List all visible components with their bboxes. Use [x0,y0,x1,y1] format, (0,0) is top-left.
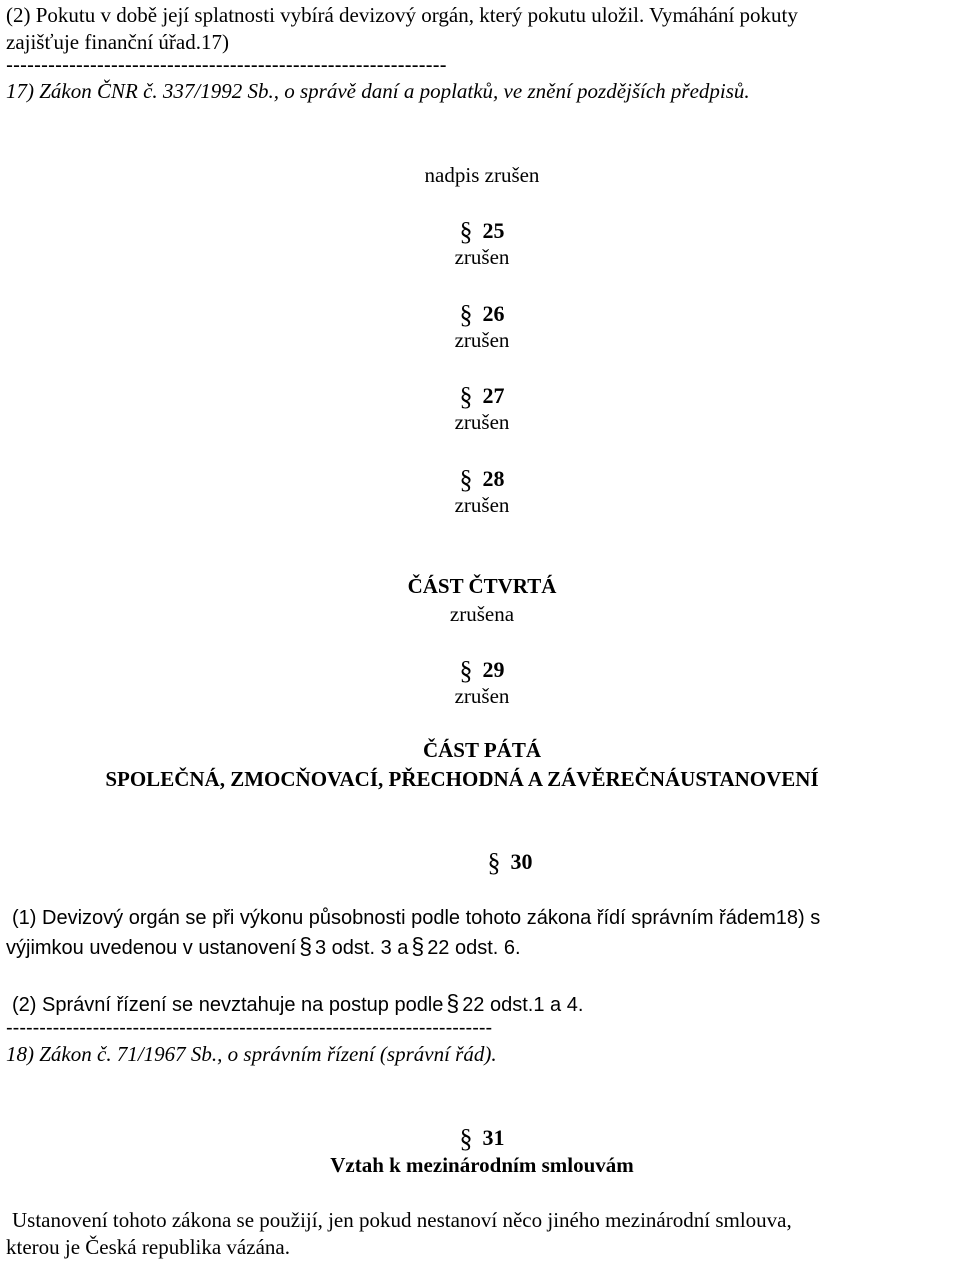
footnote-18-title: 18) Zákon č. 71/1967 Sb. [6,1042,218,1066]
section-25-status: zrušen [454,245,510,269]
section-31-heading [0,1123,960,1151]
section-symbol-icon: § [459,1124,473,1153]
footnote-17 [6,78,956,105]
section-28-heading [0,464,960,492]
footnote-17-title: 17) Zákon ČNR č. 337/1992 Sb. [6,79,274,103]
section-25-number: 25 [482,218,505,243]
section-27-number: 27 [482,383,505,408]
section-30-p1-text: výjimkou uvedenou v ustanovení [6,937,297,959]
section-25-heading [0,216,960,244]
section-30-p2-ref: 22 odst.1 a 4. [462,994,584,1016]
part-four-title: ČÁST ČTVRTÁ [407,574,557,598]
paragraph-2-line-1: (2) Pokutu v době její splatnosti vybírá devizový orgán, který pokutu uložil. Vymáhání pokuty [6,3,798,27]
section-29-status: zrušen [454,684,510,708]
section-symbol-icon: § [459,656,473,685]
footnote-18-rest: , o správním řízení (správní řád). [217,1042,497,1066]
part-five-subtitle: SPOLEČNÁ, ZMOCŇOVACÍ, PŘECHODNÁ A ZÁVĚREČNÁUSTANOVENÍ [105,767,819,791]
section-27-heading [0,381,960,409]
section-31-title: Vztah k mezinárodním smlouvám [330,1153,634,1177]
section-26-heading [0,299,960,327]
section-31-paragraph-line-2: kterou je Česká republika vázána. [6,1235,290,1259]
section-30-paragraph-1-line-1: (1) Devizový orgán se při výkonu působnosti podle tohoto zákona řídí správním řádem18) s [12,907,821,929]
section-symbol-icon: § [487,848,501,877]
section-28-number: 28 [482,466,505,491]
section-30-number: 30 [510,849,533,874]
section-30-heading [28,847,960,875]
repealed-heading: nadpis zrušen [424,163,540,187]
section-symbol-icon: § [459,300,473,329]
section-26-number: 26 [482,301,505,326]
footnote-separator: --------------------------------------------------------------- [6,54,447,77]
section-symbol-icon: § [459,382,473,411]
section-symbol-icon: § [299,933,312,959]
section-27-status: zrušen [454,410,510,434]
section-symbol-icon: § [446,990,460,1016]
section-30-p2-text: (2) Správní řízení se nevztahuje na postup podle [12,994,444,1016]
part-four-status: zrušena [449,602,515,626]
section-29-number: 29 [482,657,505,682]
section-28-status: zrušen [454,493,510,517]
paragraph-2-line-2: zajišťuje finanční úřad.17) [6,30,229,54]
footnote-18 [6,1041,956,1068]
footnote-17-rest: , o správě daní a poplatků, ve znění pozdějších předpisů. [273,79,750,103]
section-symbol-icon: § [411,933,425,959]
section-30-paragraph-1-line-2 [6,933,956,962]
section-31-number: 31 [482,1125,505,1150]
section-30-p1-ref-22: 22 odst. 6. [427,937,521,959]
footnote-separator-2: ------------------------------------------------------------------------- [6,1017,493,1039]
section-29-heading [0,655,960,683]
section-symbol-icon: § [459,217,473,246]
part-five-title: ČÁST PÁTÁ [422,738,542,762]
section-31-paragraph-line-1: Ustanovení tohoto zákona se použijí, jen pokud nestanoví něco jiného mezinárodní smlouva, [12,1208,792,1232]
section-symbol-icon: § [459,465,473,494]
section-26-status: zrušen [454,328,510,352]
section-30-p1-ref-3: 3 odst. 3 a [314,937,409,959]
